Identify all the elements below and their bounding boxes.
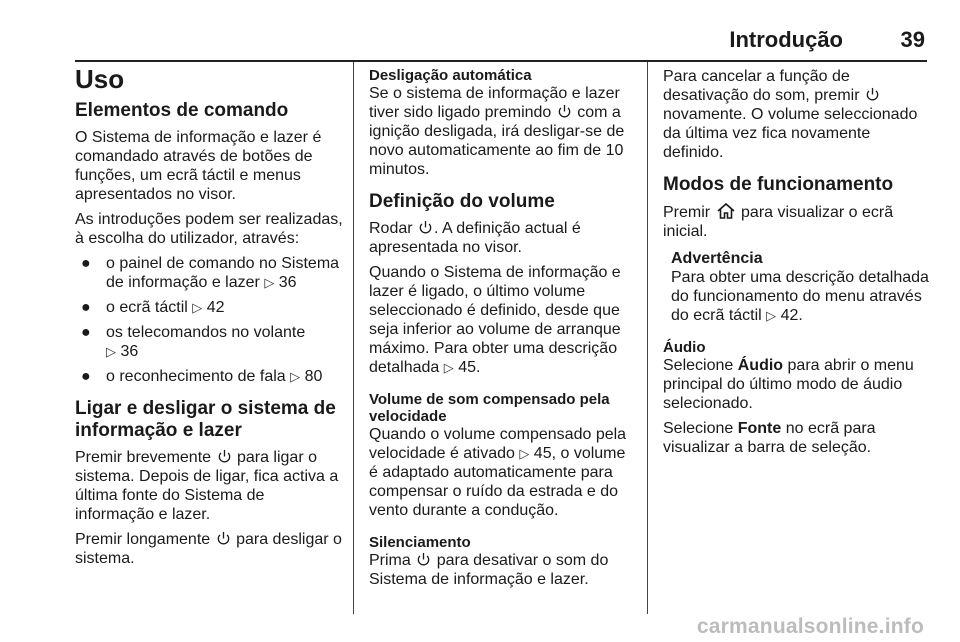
power-icon: [216, 531, 231, 546]
paragraph: Quando o volume compensado pela velocidade é ativado ▷ 45, o volume é adaptado automaticamente para compensar o ruído da estrada e do vento durante a condução.: [369, 426, 627, 519]
paragraph: Premir brevemente para ligar o sistema. Depois de ligar, fica activa a última fonte do Sistema de informação e lazer.: [75, 449, 339, 523]
heading-elementos-comando: Elementos de comando: [75, 100, 289, 121]
section-title: Introdução: [729, 27, 843, 52]
paragraph: Rodar . A definição actual é apresentada no visor.: [369, 220, 581, 256]
paragraph: Prima para desativar o som do Sistema de informação e lazer.: [369, 552, 609, 588]
page-ref-link[interactable]: 45: [458, 359, 476, 376]
power-icon: [416, 552, 431, 567]
paragraph: Premir para visualizar o ecrã inicial.: [663, 204, 894, 240]
list-item: ● o painel de comando no Sistema de informação e lazer ▷ 36: [81, 255, 340, 291]
reference-arrow-icon: ▷: [290, 369, 301, 384]
reference-arrow-icon: ▷: [766, 308, 777, 323]
reference-arrow-icon: ▷: [264, 275, 275, 290]
page-ref-link[interactable]: 36: [120, 343, 139, 360]
column-divider-2: [647, 62, 648, 614]
column-2: [369, 62, 633, 595]
heading-audio: Áudio: [663, 339, 706, 356]
paragraph: Selecione Fonte no ecrã para visualizar a barra de seleção.: [663, 420, 876, 456]
heading-modos-funcionamento: Modos de funcionamento: [663, 174, 894, 195]
menu-term-fonte: Fonte: [737, 420, 782, 437]
note-title: Advertência: [671, 250, 763, 267]
paragraph: Se o sistema de informação e lazer tiver sido ligado premindo com a ignição desligada, irá desligar-se de novo automaticamente ao fim de 10 minutos.: [369, 85, 625, 178]
heading-silenciamento: Silenciamento: [369, 534, 471, 551]
power-icon: [865, 87, 880, 102]
reference-arrow-icon: ▷: [519, 446, 530, 461]
column-divider-1: [353, 62, 354, 614]
reference-arrow-icon: ▷: [192, 300, 203, 315]
page-ref-link[interactable]: 42: [206, 299, 225, 316]
paragraph: Quando o Sistema de informação e lazer é ligado, o último volume seleccionado é definido, desde que seja inferior ao volume de arranque máximo. Para obter uma descrição detalhada ▷ 45.: [369, 264, 621, 376]
paragraph: Premir longamente para desligar o sistema.: [75, 531, 342, 567]
power-icon: [418, 220, 433, 235]
note-box: Advertência Para obter uma descrição detalhada do funcionamento do menu através do ecrã táctil ▷ 42.: [671, 250, 929, 324]
input-methods-list: [75, 254, 347, 386]
page-ref-link[interactable]: 45: [533, 445, 552, 462]
page-number: 39: [900, 27, 925, 52]
heading-ligar-desligar: Ligar e desligar o sistema de informação e lazer: [75, 398, 336, 441]
page-ref-link[interactable]: 42: [780, 307, 799, 324]
paragraph: Selecione Áudio para abrir o menu principal do último modo de áudio selecionado.: [663, 357, 914, 412]
paragraph: Para cancelar a função de desativação do som, premir novamente. O volume seleccionado da última vez fica novamente definido.: [663, 68, 918, 161]
page-ref-link[interactable]: 80: [304, 368, 323, 385]
heading-volume-compensado: Volume de som compensado pela velocidade: [369, 391, 610, 425]
list-item: ● o reconhecimento de fala ▷ 80: [81, 368, 323, 385]
page-header: [75, 22, 927, 58]
home-icon: [716, 202, 736, 220]
reference-arrow-icon: ▷: [443, 360, 454, 375]
power-icon: [217, 449, 232, 464]
power-icon: [557, 104, 572, 119]
column-3: [663, 62, 929, 463]
heading-definicao-volume: Definição do volume: [369, 191, 555, 212]
column-1: [75, 62, 347, 574]
reference-arrow-icon: ▷: [106, 344, 116, 359]
paragraph: O Sistema de informação e lazer é comandado através de botões de funções, um ecrã táctil e menus apresentados no visor.: [75, 129, 322, 203]
paragraph: As introduções podem ser realizadas, à escolha do utilizador, através:: [75, 211, 343, 247]
menu-term-audio: Áudio: [737, 357, 784, 374]
heading-uso: Uso: [75, 64, 125, 94]
list-item: ● os telecomandos no volante ▷ 36: [81, 324, 306, 360]
page-ref-link[interactable]: 36: [278, 274, 297, 291]
list-item: ● o ecrã táctil ▷ 42: [81, 299, 225, 316]
watermark: carmanualsonline.info: [696, 615, 924, 638]
heading-desligacao-automatica: Desligação automática: [369, 67, 532, 84]
